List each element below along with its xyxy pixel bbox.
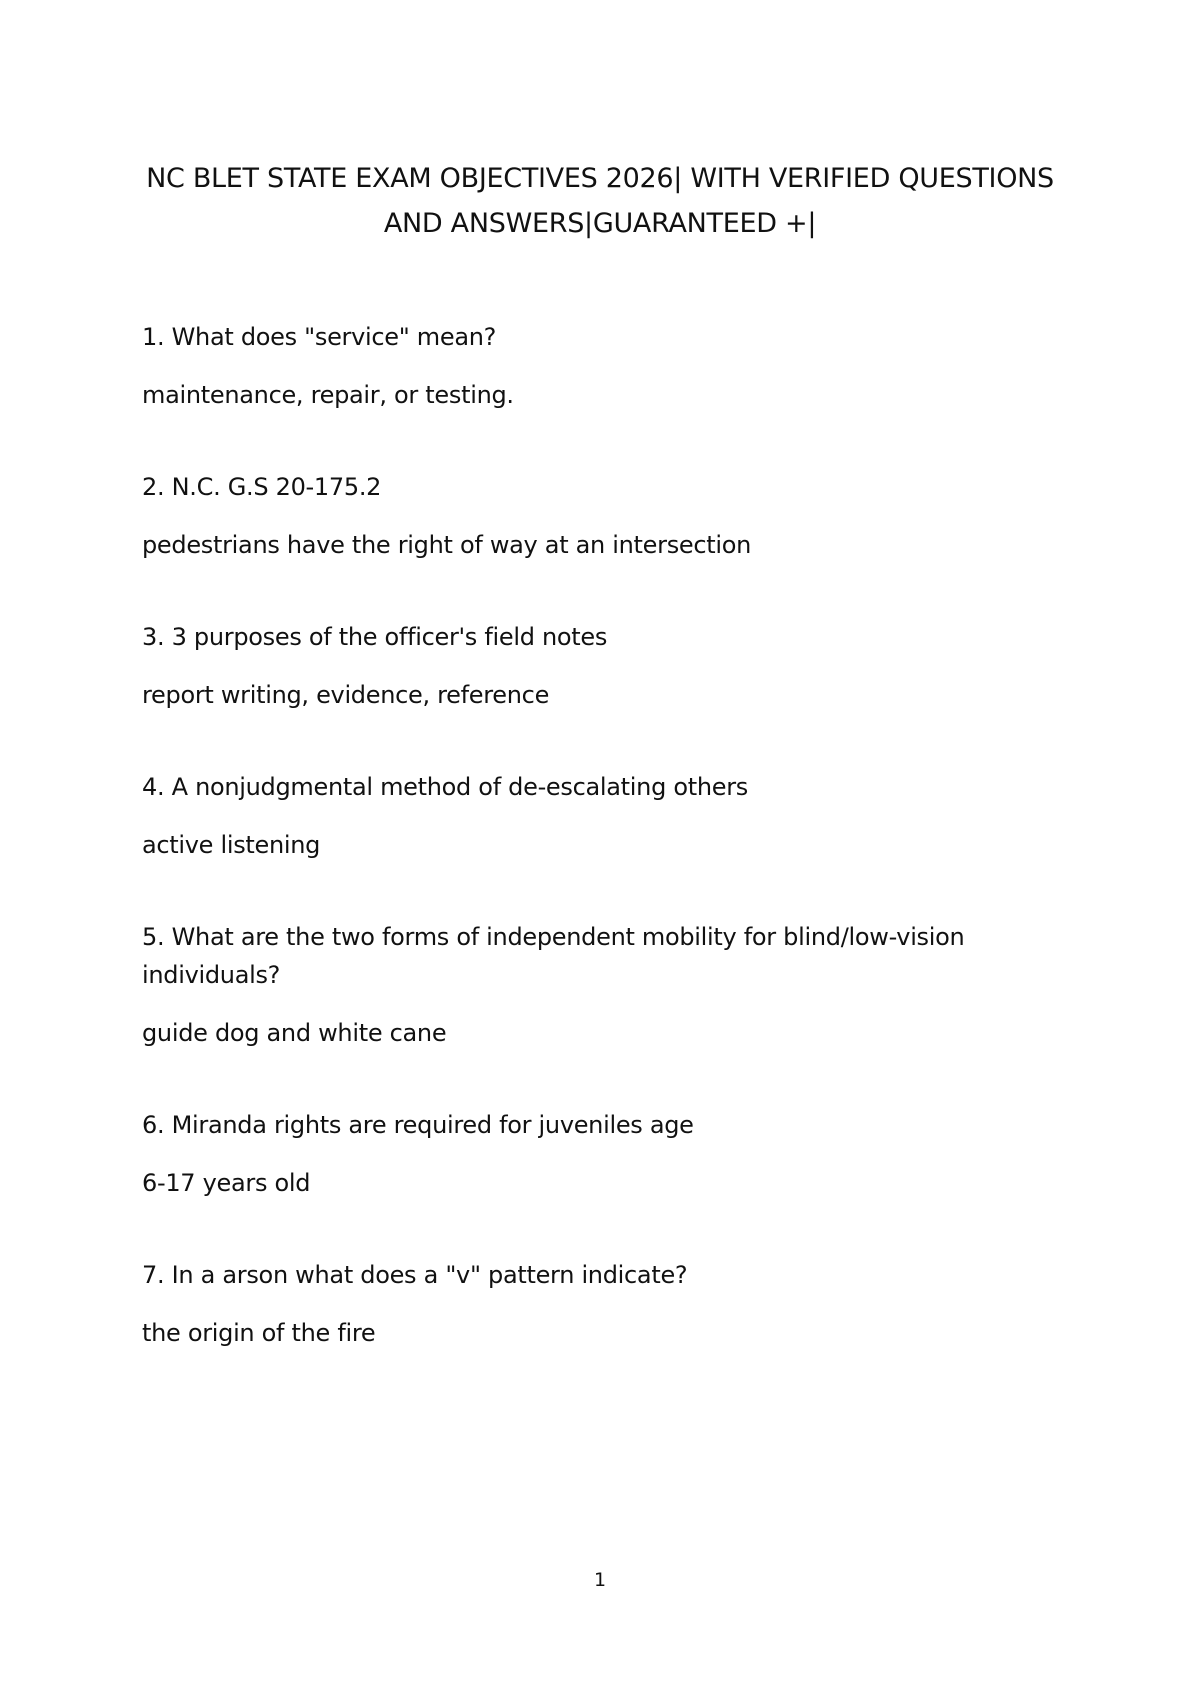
answer-text: pedestrians have the right of way at an intersection (142, 531, 752, 559)
question-text: 4. A nonjudgmental method of de-escalating others (142, 773, 748, 801)
answer-text: the origin of the fire (142, 1319, 376, 1347)
qa-item-6 (142, 1106, 1082, 1214)
answer-text: maintenance, repair, or testing. (142, 381, 514, 409)
question-text: 2. N.C. G.S 20-175.2 (142, 473, 382, 501)
question-text: 6. Miranda rights are required for juveniles age (142, 1111, 694, 1139)
answer-text: guide dog and white cane (142, 1019, 447, 1047)
document-title (100, 156, 1100, 246)
answer-text: 6-17 years old (142, 1169, 311, 1197)
answer-text: active listening (142, 831, 321, 859)
qa-item-5 (142, 918, 1082, 1064)
qa-item-4 (142, 768, 1082, 876)
title-line-2: AND ANSWERS|GUARANTEED +| (383, 208, 817, 239)
question-text: 3. 3 purposes of the officer's field notes (142, 623, 608, 651)
answer-text: report writing, evidence, reference (142, 681, 550, 709)
qa-item-7 (142, 1256, 1082, 1364)
title-line-1: NC BLET STATE EXAM OBJECTIVES 2026| WITH VERIFIED QUESTIONS (146, 163, 1054, 194)
question-answer-list (142, 318, 1082, 1406)
question-text: 5. What are the two forms of independent mobility for blind/low-vision individuals? (142, 923, 965, 989)
qa-item-3 (142, 618, 1082, 726)
qa-item-2 (142, 468, 1082, 576)
question-text: 1. What does "service" mean? (142, 323, 497, 351)
page-number: 1 (593, 1569, 607, 1591)
question-text: 7. In a arson what does a "v" pattern indicate? (142, 1261, 688, 1289)
qa-item-1 (142, 318, 1082, 426)
